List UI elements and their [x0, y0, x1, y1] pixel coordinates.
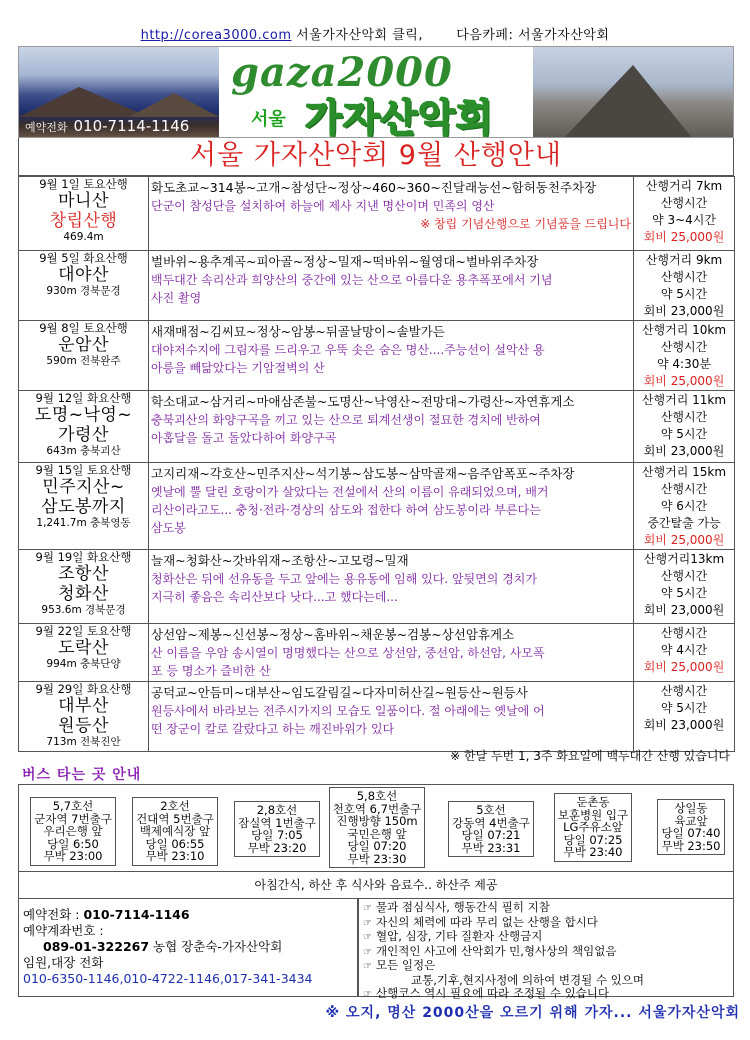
bus-stop-line: 무박 23:20 [247, 840, 307, 855]
click-text: 서울가자산악회 클릭, [296, 28, 423, 43]
trip-date-cell [19, 177, 149, 251]
trip-description: 리산이라고도... 충청·전라·경상의 삼도와 접한다 하여 삼도봉이라 부른다는 [151, 503, 541, 517]
footer-slogan: ※ 오지, 명산 2000산을 오르기 위해 가자... 서울가자산악회 [325, 1005, 740, 1021]
notice-item: ☞ 산행코스 역시 필요에 따라 조정될 수 있습니다 [363, 986, 610, 1000]
trip-date: 9월 1일 토요산행 [39, 177, 128, 191]
bus-stop [639, 799, 743, 855]
lake-photo [19, 47, 219, 138]
trip-detail-cell [149, 550, 634, 624]
trip-info-line: 산행시간 [660, 482, 708, 496]
pointer-icon: ☞ [363, 903, 372, 914]
notice-item: ☞ 자신의 체력에 따라 무리 없는 산행을 합시다 [363, 914, 598, 929]
bus-stop-line: 건대역 5번출구 [136, 811, 214, 826]
phone-number: 010-7114-1146 [83, 907, 190, 922]
trip-route: 늘재~청화산~갓바위재~조항산~고모령~밀재 [151, 553, 409, 568]
trip-fee: 회비 23,000원 [643, 718, 725, 732]
bus-stop [123, 797, 227, 866]
bus-stop-line: 2,8호선 [256, 803, 298, 817]
bus-stop-line: 당일 07:40 [661, 826, 721, 840]
bus-stop-line: 당일 06:55 [145, 836, 205, 851]
mountain-altitude: 994m 충북단양 [46, 658, 121, 670]
trip-info-line: 약 5시간 [660, 427, 708, 441]
header-links [0, 24, 750, 43]
bus-stop-line: 당일 07:21 [461, 828, 521, 842]
bus-stop-line: 국민은행 앞 [347, 826, 407, 841]
notice-item: ☞ 개인적인 사고에 산악회가 민,형사상의 책임없음 [363, 943, 617, 958]
pointer-icon: ☞ [363, 961, 372, 972]
trip-fee: 회비 25,000원 [643, 533, 725, 547]
mountain-altitude: 713m 전북진안 [46, 736, 121, 748]
schedule-row [19, 624, 735, 682]
trip-info-cell [634, 321, 735, 391]
trip-info-line: 약 5시간 [660, 701, 708, 715]
trip-date: 9월 15일 토요산행 [35, 463, 132, 477]
account-holder: 농협 장춘숙-가자산악회 [153, 939, 283, 954]
mountain-name: 청화산 [58, 584, 109, 604]
trip-description: 대야저수지에 그림자를 드리우고 우뚝 솟은 숨은 명산....주능선이 설악산 용 [151, 343, 545, 357]
notice-item: ☞ 혈압, 심장, 기타 질환자 산행금지 [363, 929, 543, 943]
logo-city: 서울 [251, 109, 286, 130]
account-label: 예약계좌번호 : [23, 923, 104, 938]
trip-route: 새재매점~김씨묘~정상~암봉~뒤골날망이~솔발가든 [151, 324, 445, 339]
site-url-link[interactable]: http://corea3000.com [140, 28, 292, 43]
pointer-icon: ☞ [363, 946, 372, 958]
bus-stop-line: 진행방향 150m [336, 814, 418, 828]
mountain-name: 도락산 [58, 638, 109, 658]
trip-detail-cell [149, 682, 634, 752]
banner [18, 46, 734, 138]
trip-fee: 회비 23,000원 [643, 304, 725, 318]
mountain-altitude: 590m 전북완주 [46, 355, 121, 367]
trip-info-line: 약 4:30분 [657, 357, 711, 371]
trip-info-cell [634, 682, 735, 752]
rock-photo [533, 47, 733, 138]
page-title: 서울 가자산악회 9월 산행안내 [190, 140, 562, 171]
mountain-name: 민주지산~ [42, 477, 125, 497]
trip-info-line: 중간탈출 가능 [647, 516, 721, 530]
trip-info-line: 산행거리 15km [641, 465, 727, 479]
trip-date-cell [19, 550, 149, 624]
pointer-icon: ☞ [363, 989, 372, 1000]
bus-stop-line: 둔촌동 [576, 795, 610, 809]
account-number: 089-01-322267 [43, 939, 150, 954]
trip-info-line: 산행거리 11km [641, 393, 727, 407]
bus-stop-line: 무박 23:10 [145, 849, 205, 863]
bus-stop-line: 강동역 4번출구 [452, 815, 530, 830]
trip-info-line: 산행거리 9km [645, 253, 723, 267]
trip-description: 옛날에 뿔 달린 호랑이가 살았다는 전설에서 산의 이름이 유래되었으며, 배거 [151, 485, 549, 499]
bus-stop [325, 787, 429, 868]
logo-english: gaza2000 [231, 49, 453, 96]
trip-info-line: 산행거리 7km [645, 179, 723, 193]
trip-route: 벌바위~용추계곡~피아골~정상~밀재~떡바위~월영대~벌바위주차장 [151, 254, 539, 269]
bus-stop-line: 5호선 [476, 803, 506, 817]
trip-date: 9월 5일 화요산행 [39, 251, 128, 265]
schedule-row [19, 391, 735, 463]
trip-date-cell [19, 682, 149, 752]
trip-date: 9월 19일 화요산행 [35, 550, 132, 564]
trip-fee: 회비 23,000원 [643, 444, 725, 458]
trip-info-line: 산행시간 [660, 569, 708, 583]
mountain-name: 원등산 [58, 716, 109, 736]
trip-description: 단군이 참성단을 설치하여 하늘에 제사 지낸 명산이며 민족의 영산 [151, 199, 495, 213]
trip-route: 상선암~제봉~신선봉~정상~홈바위~채운봉~검봉~상선암휴게소 [151, 627, 515, 642]
bus-stop-line: 당일 07:20 [347, 839, 407, 853]
bus-stop-line: 보훈병원 입구 [557, 807, 629, 822]
bus-stop-line: 군자역 7번출구 [34, 811, 112, 826]
trip-route: 공덕교~안듬미~대부산~임도갈림길~다자미허산길~원등산~원등사 [151, 685, 528, 700]
trip-date: 9월 22일 토요산행 [35, 624, 132, 638]
bus-stop [21, 797, 125, 866]
trip-info-line: 산행거리13km [643, 552, 725, 566]
trip-detail-cell [149, 391, 634, 463]
trip-detail-cell [149, 463, 634, 550]
bus-stop-line: 무박 23:40 [563, 845, 623, 859]
trip-route: 고지리재~각호산~민주지산~석기봉~삼도봉~삼막골재~음주암폭포~주차장 [151, 466, 575, 481]
phone-label: 예약전화 : [23, 907, 80, 922]
trip-description: 충북괴산의 화양구곡을 끼고 있는 산으로 퇴계선생이 절묘한 경치에 반하여 [151, 413, 541, 427]
trip-date-cell [19, 391, 149, 463]
page-title-box [18, 138, 734, 176]
bus-stop-line: 잠실역 1번출구 [238, 815, 316, 830]
trip-info-line: 산행시간 [660, 410, 708, 424]
contact-box [18, 899, 358, 997]
trip-description: 원등사에서 바라보는 전주시가지의 모습도 일품이다. 절 아래에는 옛날에 어 [151, 704, 545, 718]
logo-club-name: 가자산악회 [305, 96, 494, 138]
trip-description: 삼도봉 [151, 521, 186, 535]
mountain-altitude: 643m 충북괴산 [46, 445, 121, 457]
bus-stop [439, 801, 543, 857]
notice-item: ☞ 물과 점심식사, 행동간식 필히 지참 [363, 900, 550, 914]
mountain-name: 가령산 [58, 425, 109, 445]
trip-info-line: 약 6시간 [660, 499, 708, 513]
trip-info-line: 약 5시간 [660, 586, 708, 600]
mountain-altitude: 1,241.7m 충북영동 [36, 517, 131, 529]
trip-detail-cell [149, 251, 634, 321]
trip-info-cell [634, 177, 735, 251]
bus-stop-line: 우리은행 앞 [43, 824, 103, 838]
bus-stop-line: 무박 23:50 [661, 838, 721, 853]
trip-description: 청화산은 뒤에 선유동을 두고 앞에는 용유동에 임해 있다. 앞뒷면의 경치가 [151, 572, 537, 586]
trip-route: 학소대교~삼거리~마애삼존불~도명산~낙영산~전망대~가령산~자연휴게소 [151, 394, 575, 409]
bus-stop-line: LG주유소앞 [563, 820, 623, 834]
bus-stop-line: 5,7호선 [52, 799, 94, 813]
trip-description: 사진 촬영 [151, 291, 202, 305]
trip-fee: 회비 25,000원 [643, 660, 725, 674]
bus-stop-line: 당일 07:25 [563, 832, 623, 847]
bus-stop-line: 당일 6:50 [47, 836, 99, 851]
trip-info-line: 산행시간 [660, 684, 708, 698]
trip-notice: ※ 창립 기념산행으로 기념품을 드립니다 [420, 217, 631, 231]
trip-fee: 회비 23,000원 [643, 603, 725, 617]
pointer-icon: ☞ [363, 932, 372, 943]
trip-description: 떤 장군이 칼로 갈랐다고 하는 깨진바위가 있다 [151, 722, 395, 736]
schedule-row [19, 177, 735, 251]
trip-subtitle: 창립산행 [49, 211, 118, 231]
mountain-name: 조항산 [58, 564, 109, 584]
trip-description: 백두대간 속리산과 희양산의 중간에 있는 산으로 아름다운 용추폭포에서 기념 [151, 273, 553, 287]
bus-stop-line: 당일 7:05 [251, 828, 303, 842]
trip-fee: 회비 25,000원 [643, 230, 725, 244]
trip-info-line: 산행시간 [660, 270, 708, 284]
pointer-icon: ☞ [363, 917, 372, 929]
bus-stop-line: 무박 23:00 [43, 849, 103, 863]
trip-info-cell [634, 624, 735, 682]
schedule-table [18, 176, 735, 752]
trip-description: 아릉을 빼닮았다는 기암절벽의 산 [151, 361, 325, 375]
bus-section-title: 버스 타는 곳 안내 [22, 767, 142, 783]
bus-stop-line: 상일동 [674, 801, 708, 815]
notice-item: 교통,기후,현지사정에 의하여 변경될 수 있으며 [411, 972, 645, 987]
schedule-row [19, 550, 735, 624]
bus-stop-line: 2호선 [160, 799, 190, 813]
bus-stop-line: 백제예식장 앞 [139, 824, 211, 838]
trip-info-line: 산행시간 [660, 340, 708, 354]
trip-description: 포 등 명소가 즐비한 산 [151, 664, 271, 678]
banner-phone: 예약전화 010-7114-1146 [25, 117, 190, 135]
trip-info-cell [634, 251, 735, 321]
trip-fee: 회비 25,000원 [643, 374, 725, 388]
trip-date: 9월 29일 화요산행 [35, 682, 132, 696]
trip-description: 아홉달을 돌고 돌았다하여 화양구곡 [151, 431, 337, 445]
bus-stop-line: 천호역 6,7번출구 [332, 801, 422, 816]
trip-info-line: 산행시간 [660, 196, 708, 210]
mountain-name: 도명~낙영~ [34, 405, 133, 425]
notice-item: ☞ 모든 일정은 [363, 958, 436, 972]
trip-date-cell [19, 463, 149, 550]
trip-detail-cell [149, 624, 634, 682]
trip-info-cell [634, 391, 735, 463]
mountain-name: 대야산 [58, 265, 109, 285]
notices-box [358, 899, 734, 1000]
trip-info-cell [634, 463, 735, 550]
trip-info-line: 약 4시간 [660, 643, 708, 657]
bus-stop-line: 무박 23:31 [461, 840, 521, 855]
staff-label: 임원,대장 전화 [23, 955, 104, 970]
trip-info-cell [634, 550, 735, 624]
trip-date-cell [19, 321, 149, 391]
trip-date: 9월 8일 토요산행 [39, 321, 128, 335]
trip-info-line: 약 3~4시간 [652, 213, 716, 227]
bus-stop-line: 5,8호선 [356, 789, 398, 803]
mountain-name: 운암산 [58, 335, 109, 355]
trip-date: 9월 12일 화요산행 [35, 391, 132, 405]
bus-stop-line: 육교앞 [674, 813, 708, 828]
mountain-altitude: 953.6m 경북문경 [41, 604, 126, 616]
schedule-row [19, 321, 735, 391]
bus-stop [541, 793, 645, 862]
bus-stops-box [18, 784, 734, 872]
meals-info: 아침간식, 하산 후 식사와 음료수.. 하산주 제공 [18, 872, 734, 899]
mountain-name: 삼도봉까지 [41, 497, 126, 517]
mountain-name: 대부산 [58, 696, 109, 716]
mountain-name: 마니산 [58, 191, 109, 211]
schedule-row [19, 682, 735, 752]
bus-stop [225, 801, 329, 857]
trip-date-cell [19, 251, 149, 321]
mountain-altitude: 930m 경북문경 [46, 285, 121, 297]
trip-description: 지극히 좋음은 속리산보다 낫다...고 했다는데... [151, 590, 398, 604]
trip-description: 산 이름을 우암 송시열이 명명했다는 산으로 상선암, 중선암, 하선암, 사모폭 [151, 646, 545, 660]
schedule-row [19, 463, 735, 550]
trip-info-line: 산행거리 10km [641, 323, 727, 337]
trip-date-cell [19, 624, 149, 682]
baekdu-note: ※ 한달 두번 1, 3주 화요일에 백두대간 산행 있습니다 [450, 749, 730, 763]
cafe-text: 다음카페: 서울가자산악회 [456, 28, 610, 43]
trip-detail-cell [149, 177, 634, 251]
schedule-row [19, 251, 735, 321]
trip-info-line: 약 5시간 [660, 287, 708, 301]
trip-info-line: 산행시간 [660, 626, 708, 640]
trip-route: 화도초교~314봉~고개~참성단~정상~460~360~진달래능선~함허동천주차장 [151, 180, 597, 195]
mountain-altitude: 469.4m [63, 231, 104, 243]
trip-detail-cell [149, 321, 634, 391]
bus-stop-line: 무박 23:30 [347, 851, 407, 866]
staff-phones: 010-6350-1146,010-4722-1146,017-341-3434 [23, 971, 313, 986]
